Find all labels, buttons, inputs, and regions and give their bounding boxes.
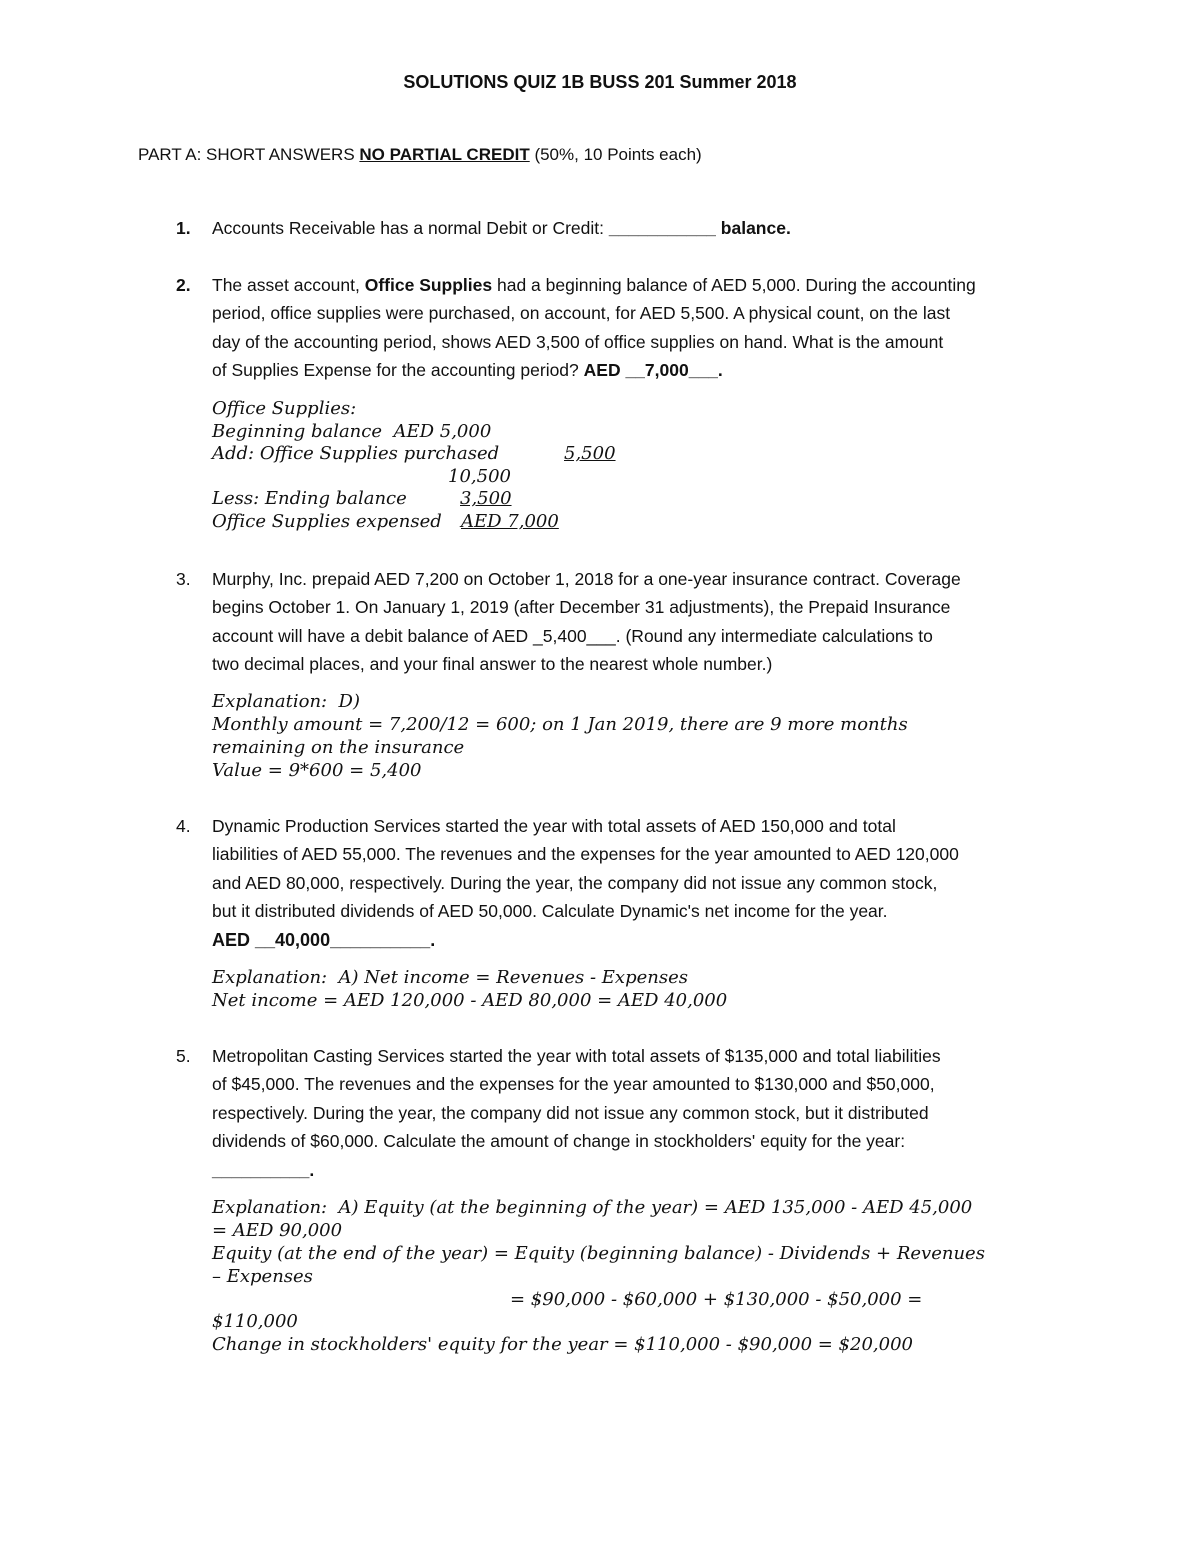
q2-line-1 <box>212 271 1072 299</box>
q3-number: 3. <box>176 569 191 589</box>
q4-line-3: and AED 80,000, respectively. During the year, the company did not issue any common stock, <box>212 872 938 893</box>
q4-expl-line-1: Explanation: A) Net income = Revenues - Expenses <box>212 967 688 988</box>
q5-expl-line-4: – Expenses <box>212 1266 313 1287</box>
q2-line-2: period, office supplies were purchased, on account, for AED 5,500. A physical count, on the last <box>212 303 951 324</box>
q5-line-1: Metropolitan Casting Services started the year with total assets of $135,000 and total liabilities <box>212 1046 941 1066</box>
q4-line-1: Dynamic Production Services started the year with total assets of AED 150,000 and total <box>212 816 896 836</box>
q3-expl-line-2: Monthly amount = 7,200/12 = 600; on 1 Jan 2019, there are 9 more months <box>212 714 908 735</box>
q3-line-3: account will have a debit balance of AED _5,400___. (Round any intermediate calculations to <box>212 625 933 646</box>
q4-expl-line-2: Net income = AED 120,000 - AED 80,000 = AED 40,000 <box>212 990 728 1011</box>
q2-work-line-3-value: 5,500 <box>564 443 616 464</box>
q5-blank: __________. <box>212 1159 315 1180</box>
q5-expl-line-6: $110,000 <box>212 1311 298 1332</box>
q3-line-4: two decimal places, and your final answer to the nearest whole number.) <box>212 654 773 675</box>
q5-expl-line-5: = $90,000 - $60,000 + $130,000 - $50,000 = <box>510 1289 923 1310</box>
q5-line-3: respectively. During the year, the company did not issue any common stock, but it distributed <box>212 1102 929 1123</box>
q2-line-3: day of the accounting period, shows AED 3,500 of office supplies on hand. What is the amount <box>212 331 944 352</box>
q2-line-4 <box>212 356 1072 384</box>
part-a-emphasis: NO PARTIAL CREDIT <box>359 145 530 164</box>
part-a-suffix: (50%, 10 Points each) <box>529 145 702 164</box>
q1-number: 1. <box>176 218 191 238</box>
q2-work-line-1: Office Supplies: <box>212 398 357 419</box>
q2-number: 2. <box>176 275 191 295</box>
part-a-prefix: PART A: SHORT ANSWERS <box>138 145 360 164</box>
q5-number: 5. <box>176 1046 191 1066</box>
q2-work-line-5-value: 3,500 <box>460 488 512 509</box>
q4-number: 4. <box>176 816 191 836</box>
q5-expl-line-1: Explanation: A) Equity (at the beginning of the year) = AED 135,000 - AED 45,000 <box>212 1197 973 1218</box>
q2-work-line-3-label: Add: Office Supplies purchased <box>212 443 500 464</box>
q2-text <box>212 271 1072 385</box>
q2-line-1-post: had a beginning balance of AED 5,000. During the accounting <box>492 275 976 295</box>
q4-line-2: liabilities of AED 55,000. The revenues and the expenses for the year amounted to AED 120,000 <box>212 844 959 865</box>
q3-line-2: begins October 1. On January 1, 2019 (after December 31 adjustments), the Prepaid Insurance <box>212 597 951 618</box>
q5-expl-line-2: = AED 90,000 <box>212 1220 343 1241</box>
q2-line-4-text: of Supplies Expense for the accounting period? <box>212 360 584 381</box>
q5-line-2: of $45,000. The revenues and the expenses for the year amounted to $130,000 and $50,000, <box>212 1074 935 1095</box>
q2-work-line-5-label: Less: Ending balance <box>212 488 407 509</box>
q3-expl-line-1: Explanation: D) <box>212 691 361 712</box>
q1-text <box>212 214 1072 242</box>
q1-blank: ___________ balance. <box>608 218 791 238</box>
q3-expl-line-4: Value = 9*600 = 5,400 <box>212 760 422 781</box>
q2-work-line-6-label: Office Supplies expensed <box>212 511 442 532</box>
part-a-heading <box>138 145 702 165</box>
q2-answer: AED __7,000___. <box>583 360 723 381</box>
q3-text <box>212 565 1072 679</box>
q2-work-line-4-value: 10,500 <box>448 466 511 487</box>
q5-expl-line-3: Equity (at the end of the year) = Equity (beginning balance) - Dividends + Revenues <box>212 1243 985 1264</box>
q3-expl-line-3: remaining on the insurance <box>212 737 465 758</box>
document-title: SOLUTIONS QUIZ 1B BUSS 201 Summer 2018 <box>403 72 797 92</box>
q5-text <box>212 1042 1072 1184</box>
q2-work-line-6-value: AED 7,000 <box>461 511 559 532</box>
q2-bold-term: Office Supplies <box>364 275 493 295</box>
q4-text <box>212 812 1072 954</box>
q1-prompt: Accounts Receivable has a normal Debit or Credit: <box>212 218 609 238</box>
q4-answer: AED __40,000__________. <box>212 929 436 950</box>
q3-line-1: Murphy, Inc. prepaid AED 7,200 on October 1, 2018 for a one-year insurance contract. Coverage <box>212 569 961 589</box>
q2-line-1-pre: The asset account, <box>212 275 365 295</box>
q5-expl-line-7: Change in stockholders' equity for the year = $110,000 - $90,000 = $20,000 <box>212 1334 913 1355</box>
q4-line-4: but it distributed dividends of AED 50,000. Calculate Dynamic's net income for the year. <box>212 901 888 922</box>
q2-work-line-2: Beginning balance AED 5,000 <box>212 421 492 442</box>
q5-line-4: dividends of $60,000. Calculate the amount of change in stockholders' equity for the year: <box>212 1131 906 1152</box>
